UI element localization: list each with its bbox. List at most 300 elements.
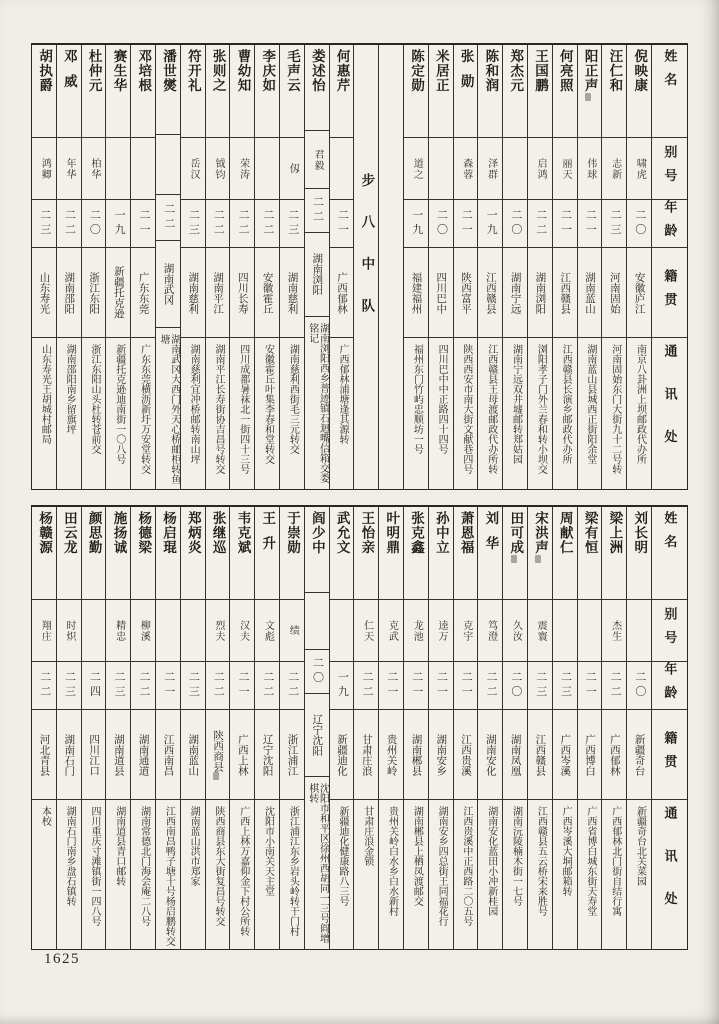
person-alias-cell bbox=[32, 137, 56, 199]
header-origin-label bbox=[652, 247, 687, 337]
roster-column bbox=[155, 507, 180, 949]
section-divider-label: 步八中队 bbox=[359, 173, 375, 341]
person-name: 梁上洲 bbox=[607, 511, 623, 555]
roster-column bbox=[601, 45, 626, 489]
person-origin: 广西岑溪 bbox=[559, 733, 571, 776]
person-name-cell bbox=[503, 45, 527, 137]
person-age: 一九 bbox=[485, 209, 498, 238]
person-age-cell bbox=[330, 199, 354, 247]
person-age-cell bbox=[305, 188, 329, 232]
person-address-cell bbox=[280, 799, 304, 949]
person-name: 周献仁 bbox=[557, 511, 573, 555]
person-age: 二二 bbox=[361, 671, 374, 700]
person-origin: 甘肃庄浪 bbox=[360, 733, 372, 776]
person-name-cell bbox=[32, 507, 56, 599]
person-name-cell bbox=[627, 45, 651, 137]
page-number: 1625 bbox=[44, 951, 80, 967]
person-address: 湖南安化蓝田小冲新桂园 bbox=[485, 806, 497, 916]
person-origin: 广西上林 bbox=[236, 733, 248, 776]
person-alias-cell bbox=[478, 599, 502, 661]
person-name-cell bbox=[330, 507, 354, 599]
person-age-cell bbox=[354, 661, 378, 709]
person-age-cell bbox=[404, 661, 428, 709]
person-name: 武允文 bbox=[334, 511, 350, 555]
person-age: 二二 bbox=[261, 671, 274, 700]
person-address-cell bbox=[379, 799, 403, 949]
person-alias: 震寰 bbox=[535, 619, 547, 642]
person-address-cell bbox=[602, 337, 626, 489]
person-name: 张勋 bbox=[458, 49, 474, 99]
person-name-cell bbox=[330, 45, 354, 137]
person-age: 二一 bbox=[410, 671, 423, 700]
person-address: 湖南浏阳西乡普迹镇石迴嘴信箱交娄铭记 bbox=[306, 322, 329, 483]
roster-column bbox=[180, 507, 205, 949]
person-alias-cell bbox=[627, 137, 651, 199]
person-name-cell bbox=[553, 45, 577, 137]
person-origin: 陕西商县 bbox=[212, 729, 224, 772]
person-address-cell bbox=[280, 337, 304, 489]
roster-column bbox=[353, 507, 378, 949]
header-alias-label bbox=[652, 137, 687, 199]
person-age-cell bbox=[32, 661, 56, 709]
person-address-cell bbox=[528, 799, 552, 949]
person-address-cell bbox=[57, 799, 81, 949]
person-age-cell bbox=[57, 199, 81, 247]
header-name-label bbox=[652, 507, 687, 599]
person-alias-cell bbox=[553, 137, 577, 199]
person-address-cell bbox=[131, 337, 155, 489]
person-origin-cell bbox=[230, 709, 254, 799]
person-address: 浙江浦江东乡岩头岭转干门村 bbox=[287, 806, 299, 936]
person-address-cell bbox=[156, 799, 180, 949]
person-address-cell bbox=[181, 799, 205, 949]
person-name: 田云龙 bbox=[61, 511, 77, 555]
person-age-cell bbox=[156, 661, 180, 709]
person-name-cell bbox=[602, 507, 626, 599]
person-origin-cell bbox=[156, 709, 180, 799]
person-alias-cell bbox=[553, 599, 577, 661]
person-age-cell bbox=[230, 199, 254, 247]
person-origin: 江西赣县 bbox=[534, 733, 546, 776]
person-name-cell bbox=[181, 507, 205, 599]
person-age: 二三 bbox=[38, 209, 51, 238]
roster-column bbox=[279, 45, 304, 489]
person-name-cell bbox=[305, 507, 329, 592]
person-age: 二〇 bbox=[633, 671, 646, 700]
person-address-cell bbox=[602, 799, 626, 949]
person-age-cell bbox=[230, 661, 254, 709]
person-alias: 荣涛 bbox=[237, 157, 249, 180]
person-name-cell bbox=[627, 507, 651, 599]
tiny-annotation-mark bbox=[213, 772, 219, 780]
person-alias-cell bbox=[503, 599, 527, 661]
person-origin: 新疆托克逊 bbox=[112, 266, 124, 319]
person-origin-cell bbox=[82, 709, 106, 799]
person-age: 二二 bbox=[286, 671, 299, 700]
person-alias-cell bbox=[206, 599, 230, 661]
person-origin-cell bbox=[280, 247, 304, 337]
person-alias-cell bbox=[181, 137, 205, 199]
person-age-cell bbox=[305, 649, 329, 693]
person-alias-cell bbox=[429, 599, 453, 661]
person-address: 河南固始东门大街九十二号转 bbox=[609, 344, 621, 474]
person-name-cell bbox=[528, 45, 552, 137]
person-alias-cell bbox=[230, 137, 254, 199]
person-name-cell bbox=[578, 45, 602, 137]
person-age: 二一 bbox=[237, 671, 250, 700]
person-origin: 湖南通道 bbox=[137, 733, 149, 776]
person-age-cell bbox=[478, 661, 502, 709]
person-age: 二二 bbox=[212, 671, 225, 700]
roster-column bbox=[205, 45, 230, 489]
person-age-cell bbox=[602, 199, 626, 247]
person-address: 安徽霍丘叶集李春和堂转交 bbox=[262, 344, 274, 464]
person-age-cell bbox=[553, 661, 577, 709]
person-name-cell bbox=[454, 507, 478, 599]
person-origin-cell bbox=[478, 709, 502, 799]
person-address-cell bbox=[305, 316, 329, 489]
person-name: 刘长明 bbox=[632, 511, 648, 555]
person-age: 二一 bbox=[435, 671, 448, 700]
person-address-cell bbox=[553, 799, 577, 949]
person-address-cell bbox=[106, 337, 130, 489]
person-name-cell bbox=[156, 45, 180, 134]
roster-column bbox=[577, 45, 602, 489]
person-alias: 克武 bbox=[386, 619, 398, 642]
person-alias: 道之 bbox=[411, 157, 423, 180]
person-age: 一九 bbox=[410, 209, 423, 238]
person-age: 二二 bbox=[311, 196, 324, 225]
person-alias: 仭 bbox=[287, 163, 299, 174]
person-origin-cell bbox=[528, 709, 552, 799]
roster-column bbox=[428, 507, 453, 949]
person-origin-cell bbox=[255, 247, 279, 337]
person-name-cell bbox=[57, 45, 81, 137]
person-alias: 年华 bbox=[64, 157, 76, 180]
roster-column bbox=[279, 507, 304, 949]
roster-column bbox=[130, 45, 155, 489]
person-address-cell bbox=[354, 799, 378, 949]
person-address: 沈阳市和平区徐州西胡同一三号阎增棋转 bbox=[306, 783, 329, 944]
tiny-annotation-mark bbox=[585, 93, 591, 101]
person-origin-cell bbox=[354, 709, 378, 799]
person-address: 四川巴中中正路四十四号 bbox=[436, 344, 448, 454]
person-alias-cell bbox=[503, 137, 527, 199]
person-address-cell bbox=[404, 337, 428, 489]
person-name-cell bbox=[578, 507, 602, 599]
person-origin: 四川巴中 bbox=[435, 271, 447, 314]
person-origin-cell bbox=[429, 247, 453, 337]
person-name-cell bbox=[206, 507, 230, 599]
roster-column bbox=[477, 507, 502, 949]
person-address: 湖南蓝山洪市郑家 bbox=[188, 806, 200, 886]
person-origin-cell bbox=[255, 709, 279, 799]
person-address: 江西南昌鸭子塘十号杨启鹏转交 bbox=[163, 806, 175, 946]
person-name-cell bbox=[528, 507, 552, 599]
person-name-cell bbox=[82, 45, 106, 137]
person-name-cell bbox=[156, 507, 180, 599]
header-name-label bbox=[652, 45, 687, 137]
person-address-cell bbox=[478, 799, 502, 949]
person-origin: 湖南邵阳 bbox=[63, 271, 75, 314]
person-address: 南京八卦洲上坝邮政代办所 bbox=[634, 344, 646, 464]
roster-column bbox=[229, 45, 254, 489]
person-name: 阳正声 bbox=[582, 49, 598, 93]
person-name: 张则之 bbox=[210, 49, 226, 93]
header-address-text: 通讯处 bbox=[662, 806, 678, 935]
person-alias-cell bbox=[32, 599, 56, 661]
person-age: 二三 bbox=[63, 671, 76, 700]
person-origin: 河北青县 bbox=[38, 733, 50, 776]
person-alias: 翔庄 bbox=[39, 619, 51, 642]
person-address: 湖南沅陵楠木街一七号 bbox=[510, 806, 522, 906]
person-alias-cell bbox=[57, 137, 81, 199]
roster-header-column bbox=[651, 45, 687, 489]
person-alias-cell bbox=[478, 137, 502, 199]
roster-column bbox=[527, 45, 552, 489]
person-age: 二二 bbox=[38, 671, 51, 700]
person-age-cell bbox=[528, 661, 552, 709]
person-origin-cell bbox=[82, 247, 106, 337]
person-origin-cell bbox=[32, 247, 56, 337]
person-alias: 志新 bbox=[609, 157, 621, 180]
person-name-cell bbox=[404, 507, 428, 599]
person-origin: 河南固始 bbox=[608, 271, 620, 314]
person-origin: 湖南安化 bbox=[484, 733, 496, 776]
person-name-cell bbox=[32, 45, 56, 137]
person-origin: 湖南武冈 bbox=[162, 263, 174, 306]
person-alias: 文彪 bbox=[262, 619, 274, 642]
person-origin-cell bbox=[404, 247, 428, 337]
header-age-label bbox=[652, 199, 687, 247]
person-name-cell bbox=[181, 45, 205, 137]
person-address: 广东东莞横沥新圩万安堂转交 bbox=[138, 344, 150, 474]
person-age-cell bbox=[280, 199, 304, 247]
person-age: 二三 bbox=[113, 671, 126, 700]
person-alias: 仁天 bbox=[361, 619, 373, 642]
person-address-cell bbox=[454, 799, 478, 949]
person-alias-cell bbox=[230, 599, 254, 661]
person-address: 江西赣县王母渡邮政代办所转 bbox=[485, 344, 497, 474]
person-alias-cell bbox=[106, 137, 130, 199]
person-origin: 湖南宁远 bbox=[509, 271, 521, 314]
person-age-cell bbox=[280, 661, 304, 709]
person-alias: 久汝 bbox=[510, 619, 522, 642]
person-age-cell bbox=[404, 199, 428, 247]
header-address-label bbox=[652, 799, 687, 949]
person-address-cell bbox=[627, 337, 651, 489]
person-address: 湖南慈利西街毛三元转交 bbox=[287, 344, 299, 454]
person-origin-cell bbox=[206, 709, 230, 799]
person-alias-cell bbox=[305, 130, 329, 187]
person-age: 二〇 bbox=[88, 209, 101, 238]
person-age: 二二 bbox=[212, 209, 225, 238]
person-name: 叶明鼎 bbox=[384, 511, 400, 555]
person-origin-cell bbox=[379, 709, 403, 799]
person-name: 娄述怡 bbox=[309, 49, 325, 93]
person-name: 何惠芹 bbox=[334, 49, 350, 93]
person-name-cell bbox=[354, 507, 378, 599]
roster-column bbox=[329, 507, 354, 949]
person-address-cell bbox=[82, 337, 106, 489]
person-origin-cell bbox=[156, 240, 180, 327]
header-address-label bbox=[652, 337, 687, 489]
person-alias: 时炽 bbox=[64, 619, 76, 642]
person-address: 广西郁林北门街自结行寓 bbox=[609, 806, 621, 916]
person-age: 二二 bbox=[261, 209, 274, 238]
person-alias-cell bbox=[429, 137, 453, 199]
roster-table-bottom bbox=[31, 505, 688, 950]
person-name: 陈和润 bbox=[483, 49, 499, 93]
person-age-cell bbox=[206, 199, 230, 247]
person-address-cell bbox=[330, 337, 354, 489]
person-alias-cell bbox=[57, 599, 81, 661]
person-alias-cell bbox=[578, 599, 602, 661]
person-age-cell bbox=[379, 661, 403, 709]
roster-column bbox=[81, 45, 106, 489]
person-origin: 江西贵溪 bbox=[460, 733, 472, 776]
person-age-cell bbox=[131, 661, 155, 709]
person-origin: 山东寿光 bbox=[38, 271, 50, 314]
person-origin: 湖南慈利 bbox=[187, 271, 199, 314]
person-address-cell bbox=[206, 337, 230, 489]
person-origin-cell bbox=[206, 247, 230, 337]
person-alias-cell bbox=[330, 599, 354, 661]
person-address: 湖南安乡四总街王同福花行 bbox=[436, 806, 448, 926]
person-alias: 森蓉 bbox=[460, 157, 472, 180]
person-origin: 福建福州 bbox=[410, 271, 422, 314]
roster-column bbox=[428, 45, 453, 489]
person-address-cell bbox=[429, 337, 453, 489]
person-origin-cell bbox=[528, 247, 552, 337]
roster-column bbox=[205, 507, 230, 949]
person-origin: 贵州关岭 bbox=[385, 733, 397, 776]
person-name-cell bbox=[82, 507, 106, 599]
person-age-cell bbox=[528, 199, 552, 247]
roster-column bbox=[56, 507, 81, 949]
person-address-cell bbox=[206, 799, 230, 949]
person-address: 江西赣县长演乡邮政代办所 bbox=[560, 344, 572, 464]
person-name: 符开礼 bbox=[185, 49, 201, 93]
person-origin-cell bbox=[429, 709, 453, 799]
person-origin: 湖南道县 bbox=[112, 733, 124, 776]
tiny-annotation-mark bbox=[535, 555, 541, 563]
roster-column bbox=[32, 507, 56, 949]
person-address: 贵州关岭白水乡白水新村 bbox=[386, 806, 398, 916]
person-alias-cell bbox=[280, 137, 304, 199]
header-alias-label bbox=[652, 599, 687, 661]
person-name: 赛生华 bbox=[111, 49, 127, 93]
person-alias: 绩 bbox=[287, 625, 299, 636]
person-address: 广西上林万嘉仰金下村公所转 bbox=[237, 806, 249, 936]
person-age: 二三 bbox=[559, 671, 572, 700]
person-address-cell bbox=[429, 799, 453, 949]
roster-column bbox=[502, 507, 527, 949]
person-name: 杨启琨 bbox=[161, 511, 177, 555]
person-address-cell bbox=[503, 799, 527, 949]
roster-column bbox=[180, 45, 205, 489]
person-address-cell bbox=[478, 337, 502, 489]
person-name: 郑杰元 bbox=[508, 49, 524, 93]
person-origin-cell bbox=[131, 709, 155, 799]
person-name: 米居正 bbox=[433, 49, 449, 93]
person-age: 二一 bbox=[460, 671, 473, 700]
person-name: 孙中立 bbox=[433, 511, 449, 555]
person-origin: 湖南浏阳 bbox=[534, 271, 546, 314]
person-origin-cell bbox=[627, 709, 651, 799]
person-origin: 辽宁沈阳 bbox=[261, 733, 273, 776]
person-address: 沈阳市小南关天主堂 bbox=[262, 806, 274, 896]
person-origin-cell bbox=[181, 247, 205, 337]
person-name-cell bbox=[230, 507, 254, 599]
header-name-text: 姓名 bbox=[662, 49, 678, 96]
person-age: 二二 bbox=[137, 671, 150, 700]
roster-column bbox=[453, 507, 478, 949]
roster-header-column bbox=[651, 507, 687, 949]
person-age-cell bbox=[206, 661, 230, 709]
person-origin: 湖南蓝山 bbox=[584, 271, 596, 314]
person-address: 山东寿光王胡城村邮局 bbox=[39, 344, 51, 444]
person-alias-cell bbox=[454, 137, 478, 199]
person-age: 二一 bbox=[336, 209, 349, 238]
person-age: 二一 bbox=[137, 209, 150, 238]
roster-column bbox=[577, 507, 602, 949]
person-address-cell bbox=[330, 799, 354, 949]
person-address-cell bbox=[553, 337, 577, 489]
person-age: 一九 bbox=[113, 209, 126, 238]
person-alias-cell bbox=[82, 599, 106, 661]
person-name-cell bbox=[404, 45, 428, 137]
person-origin: 浙江浦江 bbox=[286, 733, 298, 776]
person-name: 王升 bbox=[260, 511, 276, 561]
person-address-cell bbox=[255, 799, 279, 949]
person-name-cell bbox=[131, 507, 155, 599]
person-origin-cell bbox=[404, 709, 428, 799]
roster-column bbox=[254, 45, 279, 489]
person-age-cell bbox=[82, 199, 106, 247]
person-alias-cell bbox=[131, 599, 155, 661]
person-address: 湖南平江长寿街协吉昌号转交 bbox=[212, 344, 224, 474]
person-alias-cell bbox=[106, 599, 130, 661]
person-alias-cell bbox=[305, 592, 329, 649]
person-address: 浙江东阳山头杜转苍前交 bbox=[88, 344, 100, 454]
person-address-cell bbox=[156, 327, 180, 489]
person-origin-cell bbox=[578, 247, 602, 337]
person-age: 二三 bbox=[187, 209, 200, 238]
person-alias: 克宇 bbox=[460, 619, 472, 642]
roster-column bbox=[304, 507, 329, 949]
person-age-cell bbox=[106, 661, 130, 709]
person-alias-cell bbox=[454, 599, 478, 661]
person-alias: 钺钧 bbox=[212, 157, 224, 180]
person-address: 新疆托克逊迪南街一〇八号 bbox=[113, 344, 125, 464]
person-name: 杨赣源 bbox=[37, 511, 53, 555]
person-name-cell bbox=[230, 45, 254, 137]
roster-column bbox=[81, 507, 106, 949]
person-origin: 湖南凤凰 bbox=[509, 733, 521, 776]
person-name: 梁有恒 bbox=[582, 511, 598, 555]
person-name: 阎少中 bbox=[309, 511, 325, 555]
person-address: 湖南慈利宜冲桥邮转南山坪 bbox=[188, 344, 200, 464]
person-age: 二三 bbox=[187, 671, 200, 700]
person-address-cell bbox=[578, 799, 602, 949]
person-origin: 陕西富平 bbox=[460, 271, 472, 314]
roster-column bbox=[304, 45, 329, 489]
person-name: 萧恩福 bbox=[458, 511, 474, 555]
person-age-cell bbox=[454, 661, 478, 709]
person-address: 江西贵溪中正西路二〇五号 bbox=[460, 806, 472, 926]
person-origin-cell bbox=[503, 709, 527, 799]
